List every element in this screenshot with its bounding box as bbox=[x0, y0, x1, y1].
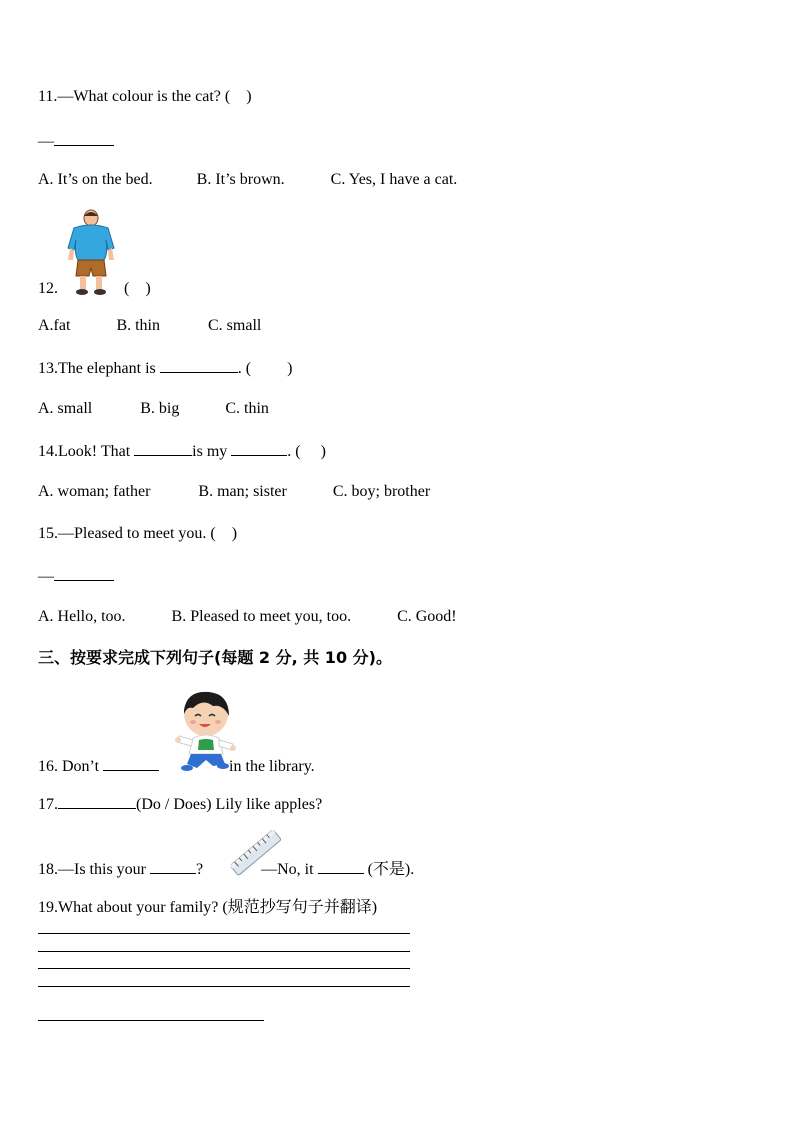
q14-blank-2[interactable] bbox=[231, 441, 287, 456]
q16-text-start: 16. Don’t bbox=[38, 758, 100, 775]
q14-text-1: 14.Look! That bbox=[38, 443, 131, 460]
q15-options bbox=[38, 607, 457, 627]
q18-blank-2[interactable] bbox=[318, 859, 364, 874]
q15-answer-blank[interactable] bbox=[54, 566, 114, 581]
q18-blank-1[interactable] bbox=[150, 859, 196, 874]
q13-question bbox=[38, 358, 292, 379]
q19-writing-line-2[interactable] bbox=[38, 951, 410, 952]
q15-answer-line bbox=[38, 566, 114, 587]
q19-writing-line-3[interactable] bbox=[38, 968, 410, 969]
q15-question: 15.—Pleased to meet you. ( ) bbox=[38, 525, 238, 542]
q12-option-b[interactable]: B. thin bbox=[116, 317, 160, 334]
q19-question: 19.What about your family? (规范抄写句子并翻译) bbox=[38, 899, 378, 916]
q18-text-2: —No, it bbox=[261, 861, 314, 878]
q14-question bbox=[38, 441, 326, 462]
q19-translation-line[interactable] bbox=[38, 1020, 264, 1021]
q14-text-3: . ( ) bbox=[287, 443, 326, 460]
q15-option-b[interactable]: B. Pleased to meet you, too. bbox=[171, 608, 352, 625]
q16-text-end: in the library. bbox=[229, 758, 315, 775]
q17-text: (Do / Does) Lily like apples? bbox=[136, 796, 323, 813]
q18-text-start: 18.—Is this your bbox=[38, 861, 146, 878]
q11-question: 11.—What colour is the cat? ( ) bbox=[38, 88, 252, 105]
q13-text-start: 13.The elephant is bbox=[38, 360, 156, 377]
q18-question bbox=[38, 859, 414, 880]
q18-qmark: ? bbox=[196, 861, 204, 878]
q13-option-a[interactable]: A. small bbox=[38, 400, 93, 417]
q11-answer-line bbox=[38, 131, 114, 152]
q13-option-c[interactable]: C. thin bbox=[225, 400, 269, 417]
q14-option-a[interactable]: A. woman; father bbox=[38, 483, 151, 500]
q13-blank[interactable] bbox=[160, 358, 238, 373]
q15-dash: — bbox=[38, 568, 54, 585]
q19-writing-line-4[interactable] bbox=[38, 986, 410, 987]
q17-number: 17. bbox=[38, 796, 58, 813]
q16-question bbox=[38, 756, 315, 777]
q11-dash: — bbox=[38, 133, 54, 150]
q14-option-c[interactable]: C. boy; brother bbox=[332, 483, 431, 500]
q16-blank[interactable] bbox=[103, 756, 159, 771]
q12-number: 12. bbox=[38, 280, 58, 297]
q12-question bbox=[38, 279, 151, 299]
q19-writing-line-1[interactable] bbox=[38, 933, 410, 934]
q14-option-b[interactable]: B. man; sister bbox=[198, 483, 287, 500]
q12-option-a[interactable]: A.fat bbox=[38, 317, 71, 334]
q11-option-a[interactable]: A. It’s on the bed. bbox=[38, 171, 153, 188]
q14-text-2: is my bbox=[192, 443, 228, 460]
section-3-heading: 三、按要求完成下列句子(每题 2 分, 共 10 分)。 bbox=[38, 648, 392, 667]
q11-answer-blank[interactable] bbox=[54, 131, 114, 146]
q14-blank-1[interactable] bbox=[134, 441, 192, 456]
q13-options bbox=[38, 399, 269, 419]
q12-options bbox=[38, 316, 261, 336]
q12-paren[interactable]: ( ) bbox=[124, 280, 151, 297]
q18-text-end: (不是). bbox=[367, 861, 415, 878]
q12-option-c[interactable]: C. small bbox=[208, 317, 262, 334]
q15-option-c[interactable]: C. Good! bbox=[397, 608, 457, 625]
q13-text-end: . ( ) bbox=[237, 360, 293, 377]
q11-option-c[interactable]: C. Yes, I have a cat. bbox=[330, 171, 458, 188]
q11-option-b[interactable]: B. It’s brown. bbox=[196, 171, 285, 188]
q13-option-b[interactable]: B. big bbox=[140, 400, 180, 417]
q15-option-a[interactable]: A. Hello, too. bbox=[38, 608, 126, 625]
q17-question bbox=[38, 794, 322, 815]
q17-blank[interactable] bbox=[58, 794, 136, 809]
q11-options bbox=[38, 170, 457, 190]
q14-options bbox=[38, 482, 430, 502]
